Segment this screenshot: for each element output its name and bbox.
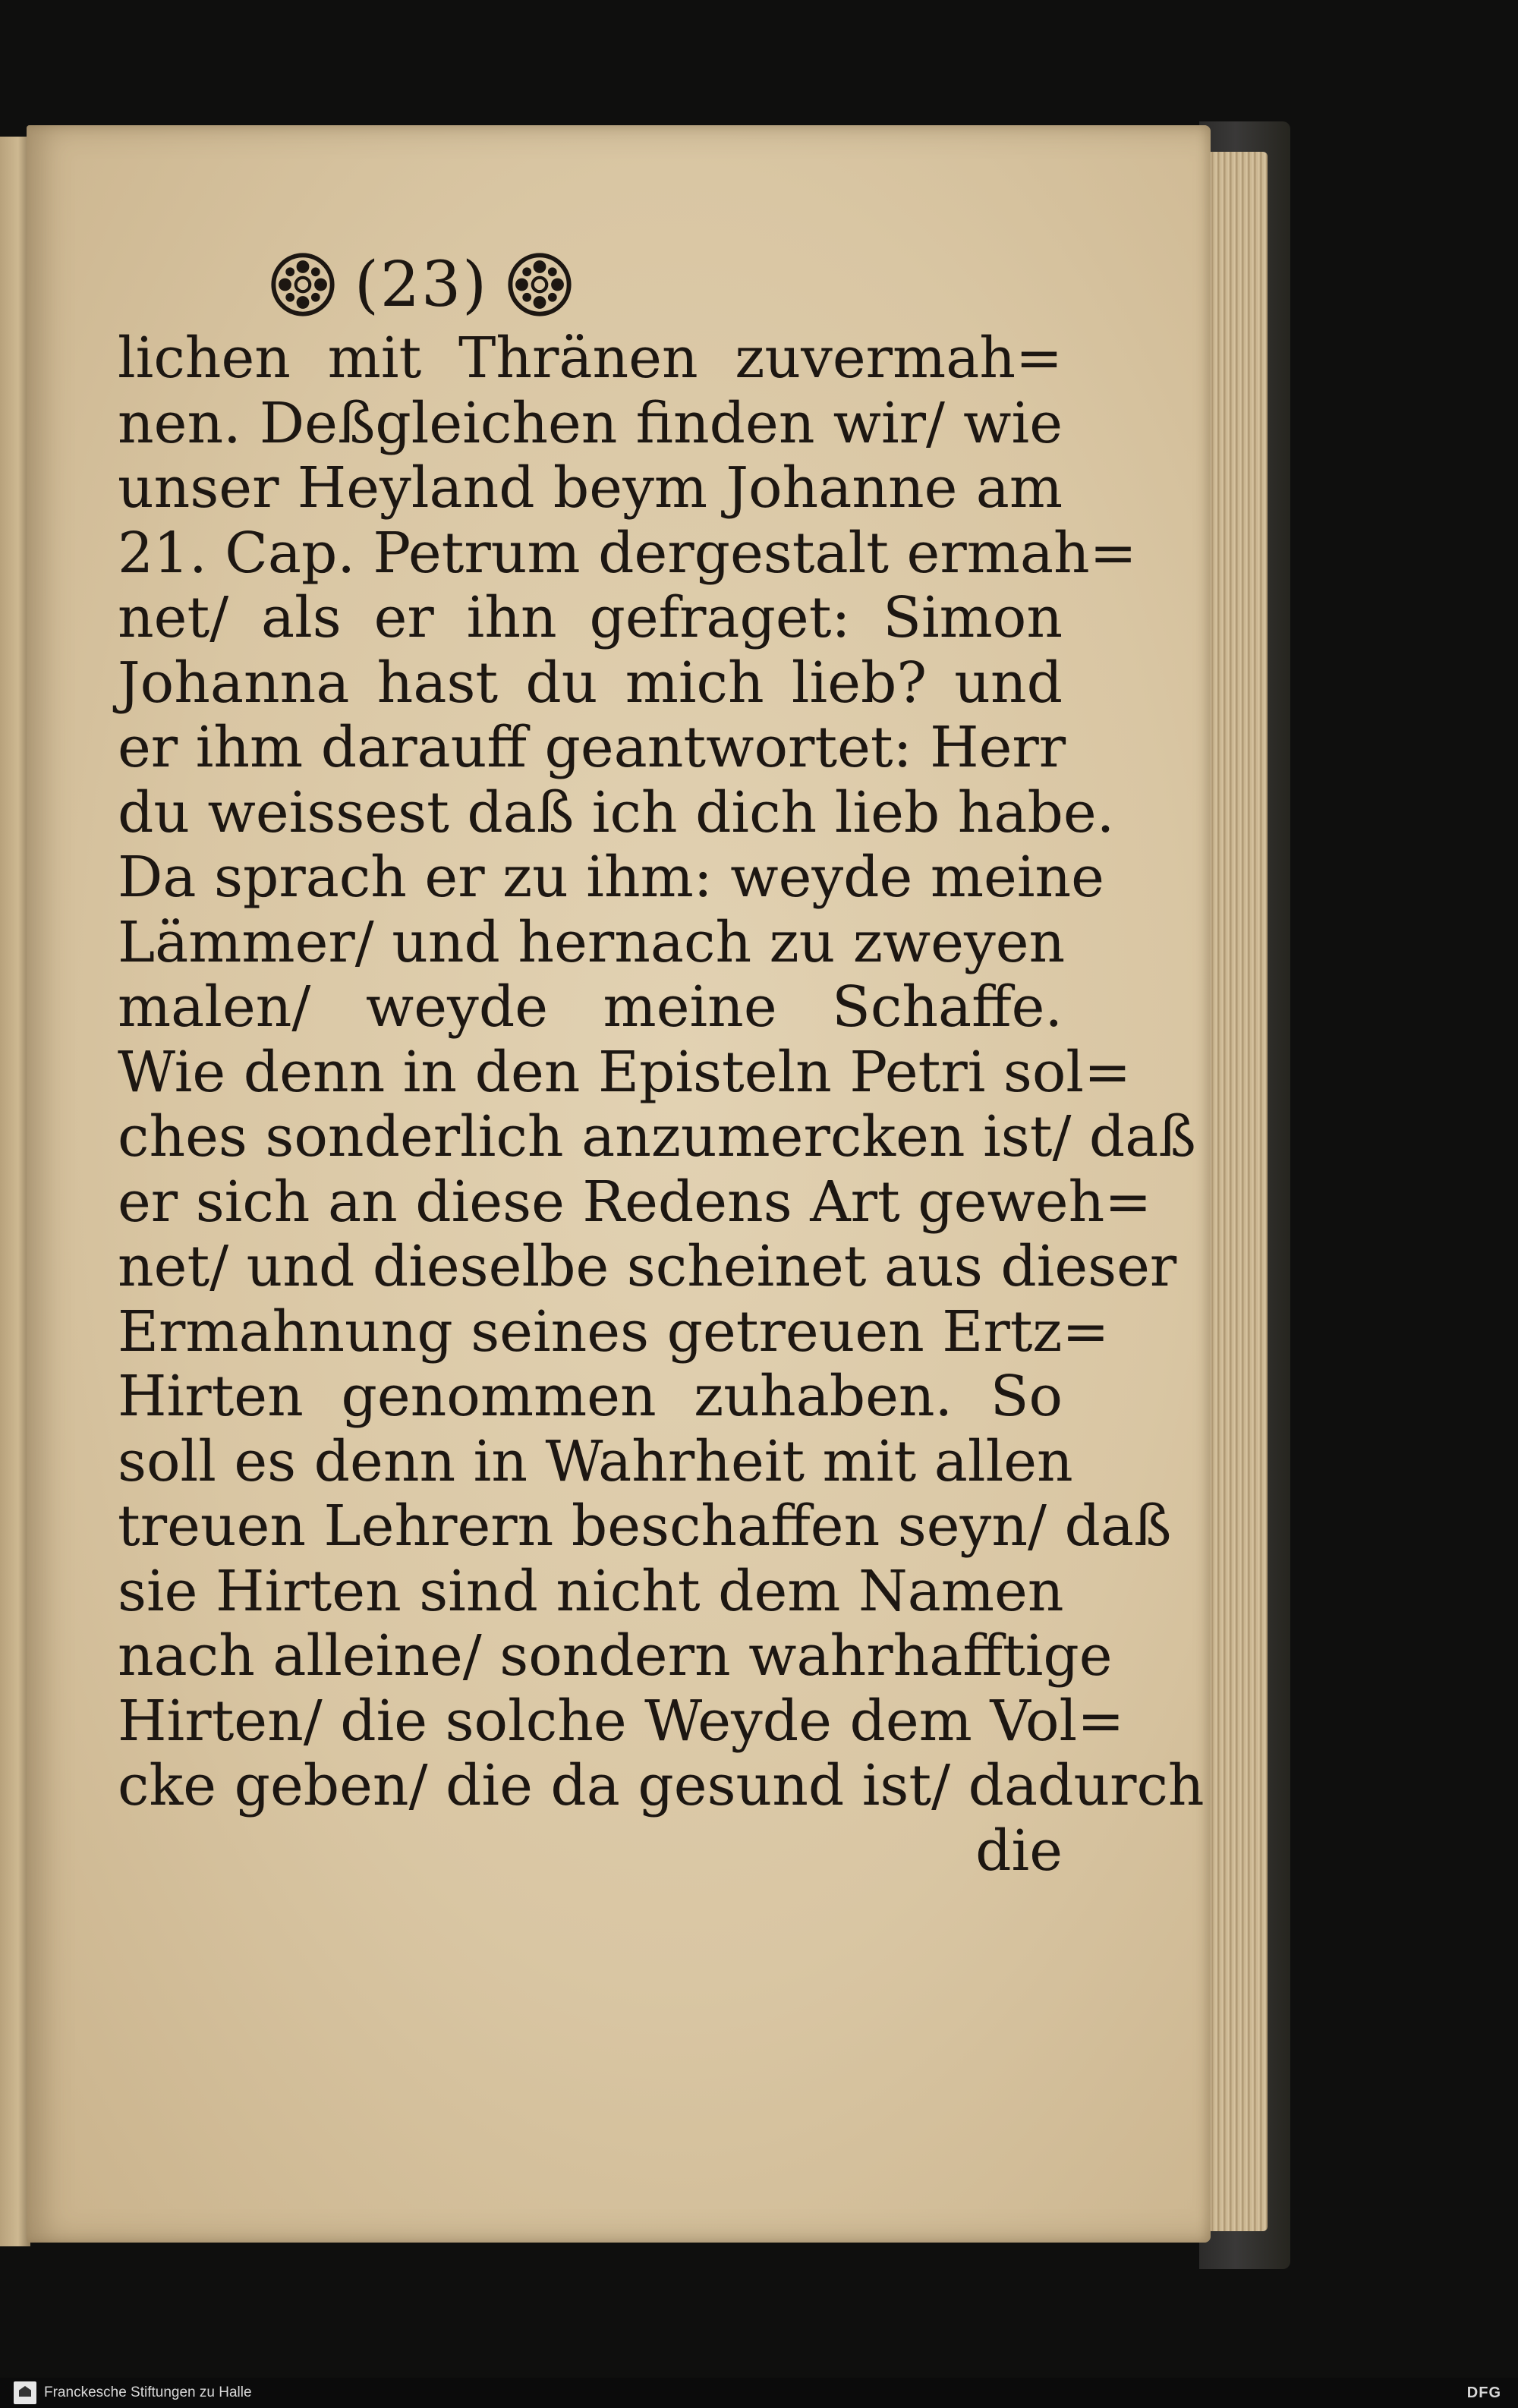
text-line: Hirten genommen zuhaben. So xyxy=(118,1364,1063,1429)
facing-page-edge xyxy=(0,137,30,2246)
institution-name[interactable]: Franckesche Stiftungen zu Halle xyxy=(44,2384,252,2400)
text-line: Johanna hast du mich lieb? und xyxy=(118,650,1063,716)
text-line: malen/ weyde meine Schaffe. xyxy=(118,974,1063,1040)
text-line: unser Heyland beym Johanne am xyxy=(118,455,1063,521)
text-line: Ermahnung seines getreuen Ertz= xyxy=(118,1298,1110,1365)
text-line: Hirten/ die solche Weyde dem Vol= xyxy=(118,1688,1125,1754)
catchword: die xyxy=(975,1818,1063,1884)
text-line: lichen mit Thränen zuvermah= xyxy=(118,326,1063,391)
text-line: net/ und dieselbe scheinet aus dieser xyxy=(118,1234,1177,1299)
institution-logo-icon xyxy=(14,2381,36,2404)
text-line: nen. Deßgleichen finden wir/ wie xyxy=(118,390,1063,456)
dfg-logo[interactable]: DFG xyxy=(1466,2384,1501,2401)
page-text-block xyxy=(118,243,1205,1884)
text-line: du weissest daß ich dich lieb habe. xyxy=(118,779,1115,845)
text-line: 21. Cap. Petrum dergestalt ermah= xyxy=(118,520,1137,586)
page-number: (23) xyxy=(354,248,489,321)
rosette-ornament-icon xyxy=(508,253,572,316)
text-line: sie Hirten sind nicht dem Namen xyxy=(118,1558,1064,1624)
text-line: cke geben/ die da gesund ist/ dadurch xyxy=(118,1753,1205,1818)
book-page xyxy=(27,125,1211,2243)
text-line: er sich an diese Redens Art geweh= xyxy=(118,1169,1152,1235)
text-line: er ihm darauff geantwortet: Herr xyxy=(118,715,1066,780)
text-line: Wie denn in den Episteln Petri sol= xyxy=(118,1039,1132,1105)
text-line: net/ als er ihn gefraget: Simon xyxy=(118,585,1063,650)
text-line: treuen Lehrern beschaffen seyn/ daß xyxy=(118,1494,1172,1559)
text-line: Lämmer/ und hernach zu zweyen xyxy=(118,909,1066,975)
text-line: Da sprach er zu ihm: weyde meine xyxy=(118,845,1104,910)
text-line: ches sonderlich anzumercken ist/ daß xyxy=(118,1104,1196,1169)
footer-bar xyxy=(0,2378,1518,2408)
text-line: soll es denn in Wahrheit mit allen xyxy=(118,1428,1073,1494)
page-header xyxy=(209,243,634,326)
rosette-ornament-icon xyxy=(271,253,335,316)
text-line: nach alleine/ sondern wahrhafftige xyxy=(118,1623,1113,1689)
